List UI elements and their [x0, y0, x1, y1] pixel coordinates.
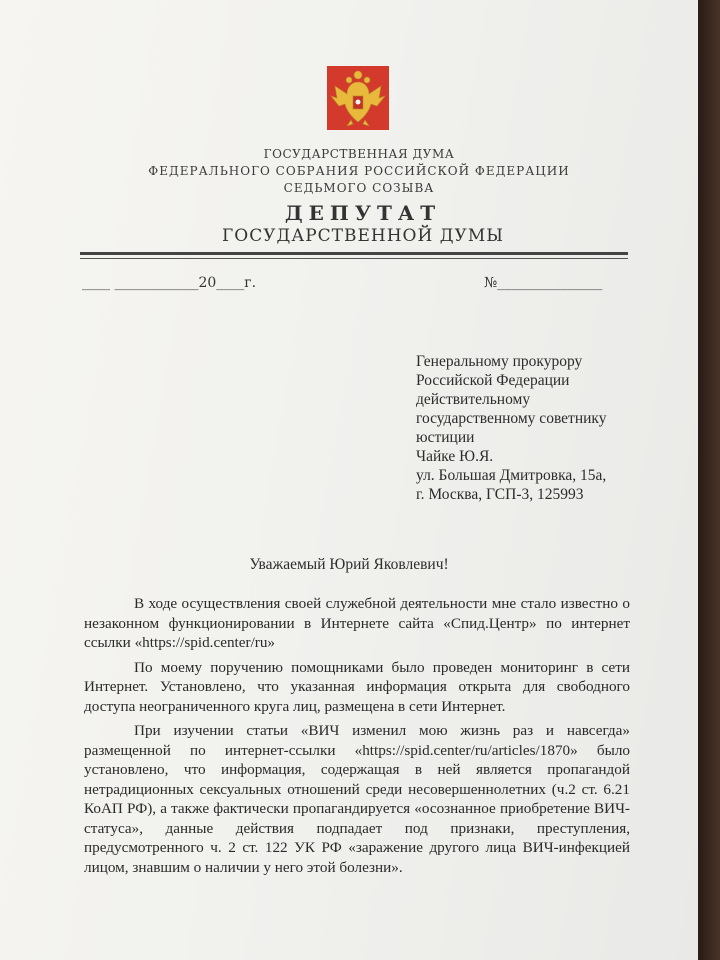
date-field: ____ ____________20____г.	[82, 275, 257, 291]
addressee-line: ул. Большая Дмитровка, 15а,	[416, 467, 607, 484]
body-paragraph: По моему поручению помощниками было проведен мониторинг в сети Интернет. Установлено, что указанная информация открыта для свободного доступа неограниченного круга лиц, размещена в сети Интернет.	[84, 658, 630, 715]
number-field: №_______________	[484, 275, 603, 291]
addressee-line: Генеральному прокурору	[416, 353, 583, 370]
body-paragraph: В ходе осуществления своей служебной деятельности мне стало известно о незаконном функционировании в Интернете сайта «Спид.Центр» по интернет ссылки «https://spid.center/ru»	[84, 595, 630, 651]
letterhead-convocation: СЕДЬМОГО СОЗЫВА	[283, 181, 435, 195]
addressee-line: государственному советнику	[416, 410, 607, 427]
greeting: Уважаемый Юрий Яковлевич!	[249, 556, 449, 573]
russian-coat-of-arms-icon	[327, 66, 389, 130]
letterhead-duma: ГОСУДАРСТВЕННАЯ ДУМА	[263, 147, 455, 161]
addressee-line: Российской Федерации	[416, 372, 570, 389]
addressee-line: юстиции	[416, 429, 475, 446]
addressee-block	[416, 352, 606, 504]
body-paragraph: При изучении статьи «ВИЧ изменил мою жизнь раз и навсегда» размещенной по интернет-ссылки «https://spid.center/ru/articles/1870» было установлено, что информация, содержащая в ней является пропагандой нетрадиционных сексуальных отношений среди несовершеннолетних (ч.2 ст. 6.21 КоАП РФ), а также фактически пропагандируется «осознанное приобретение ВИЧ-статуса», данные действия подпадает под признаки, преступления, предусмотренного ч. 2 ст. 122 УК РФ «заражение другого лица ВИЧ-инфекцией лицом, знавшим о наличии у него этой болезни».	[84, 722, 630, 876]
addressee-line: г. Москва, ГСП-3, 125993	[416, 486, 584, 503]
addressee-line: действительному	[416, 391, 531, 408]
header-divider-thin	[80, 258, 628, 259]
addressee-line: Чайке Ю.Я.	[416, 448, 494, 465]
header-divider-thick	[80, 252, 628, 255]
letterhead-title: ДЕПУТАТ	[284, 201, 442, 225]
letterhead-subtitle: ГОСУДАРСТВЕННОЙ ДУМЫ	[222, 226, 504, 246]
letterhead-federal-assembly: ФЕДЕРАЛЬНОГО СОБРАНИЯ РОССИЙСКОЙ ФЕДЕРАЦИИ	[148, 164, 570, 178]
letter-body	[84, 594, 630, 882]
